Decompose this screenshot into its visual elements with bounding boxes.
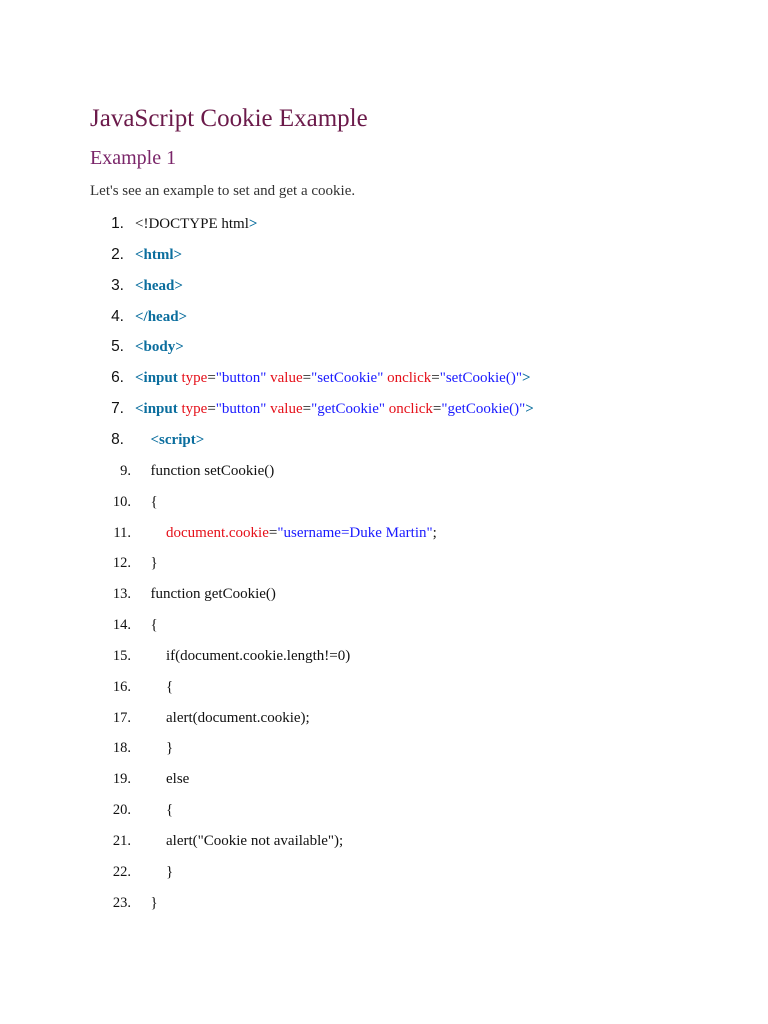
code-text (135, 398, 534, 420)
code-token: "setCookie" (311, 370, 384, 387)
line-number: 23. (112, 894, 131, 911)
line-number: 10. (112, 493, 131, 510)
code-token: > (521, 370, 531, 387)
code-token: <html> (135, 246, 183, 263)
line-number: 6. (111, 369, 124, 387)
code-token: = (207, 370, 216, 387)
line-number: 8. (111, 430, 124, 448)
code-text (151, 552, 158, 574)
code-token: = (207, 401, 216, 418)
code-token: > (248, 216, 258, 232)
code-token: { (166, 802, 174, 819)
code-token: "getCookie()" (441, 401, 526, 418)
code-token: onclick (385, 401, 433, 418)
code-text (166, 737, 173, 759)
line-number: 21. (112, 833, 131, 849)
line-number: 13. (112, 586, 131, 603)
code-token: onclick (383, 370, 432, 387)
code-token: { (150, 617, 158, 634)
line-number: 15. (112, 647, 131, 664)
code-text (166, 676, 173, 698)
section-title: Example 1 (90, 147, 177, 169)
code-token: = (268, 524, 278, 541)
code-token: } (150, 894, 158, 911)
line-number: 17. (112, 709, 131, 726)
code-token: <head> (135, 277, 183, 294)
code-token: function getCookie() (150, 586, 276, 603)
line-number: 12. (112, 555, 131, 572)
code-token: function setCookie() (150, 462, 275, 479)
intro-text: Let's see an example to set and get a cookie. (90, 183, 356, 199)
code-token: alert("Cookie not available"); (166, 833, 344, 849)
code-token: </head> (135, 308, 188, 325)
code-token: if(document.cookie.length!=0) (166, 647, 351, 664)
code-token: = (431, 370, 440, 387)
code-text (151, 429, 205, 451)
code-text (135, 275, 183, 297)
code-token: } (166, 740, 174, 757)
code-token: = (302, 401, 312, 418)
code-token: } (150, 555, 158, 572)
line-number: 9. (120, 462, 131, 479)
code-token: alert(document.cookie); (166, 709, 310, 726)
code-text (166, 522, 437, 544)
code-token: { (150, 493, 158, 510)
line-number: 4. (111, 307, 124, 325)
code-token: "username=Duke Martin" (277, 524, 433, 541)
code-text (135, 367, 531, 389)
code-token: <input (135, 370, 178, 387)
line-number: 19. (112, 771, 131, 788)
code-token: } (166, 863, 174, 880)
line-number: 5. (111, 338, 124, 356)
code-text (166, 861, 173, 883)
code-text (166, 768, 189, 790)
code-token: <script> (150, 431, 205, 448)
code-token: > (525, 401, 534, 418)
code-text (135, 306, 187, 328)
code-token: type (177, 401, 208, 418)
code-text (135, 213, 257, 235)
code-text (135, 244, 182, 266)
code-token: { (166, 678, 174, 695)
code-token: "button" (215, 401, 267, 418)
code-token: "button" (215, 370, 267, 387)
code-token: else (166, 771, 190, 788)
code-token: = (302, 370, 312, 387)
line-number: 7. (111, 400, 124, 418)
code-text (151, 460, 275, 482)
code-token: type (177, 370, 208, 387)
line-number: 3. (111, 276, 124, 294)
code-text (135, 336, 184, 358)
code-token: "getCookie" (311, 401, 385, 418)
code-token: ; (432, 524, 437, 541)
code-token: <body> (135, 339, 184, 356)
code-token: <!DOCTYPE html (135, 216, 249, 232)
code-text (151, 892, 158, 914)
line-number: 22. (112, 863, 131, 880)
code-token: value (266, 401, 303, 418)
line-number: 11. (113, 524, 131, 541)
line-number: 1. (111, 215, 124, 232)
code-token: document.cookie (166, 524, 269, 541)
code-text (166, 645, 350, 667)
code-text (151, 491, 158, 513)
code-token: <input (135, 401, 178, 418)
line-number: 18. (112, 740, 131, 757)
line-number: 16. (112, 678, 131, 695)
code-text (151, 614, 158, 636)
code-text (166, 830, 343, 852)
code-token: value (266, 370, 303, 387)
code-text (151, 583, 276, 605)
line-number: 14. (112, 617, 131, 634)
page-title: JavaScript Cookie Example (90, 105, 368, 132)
code-token: "setCookie()" (439, 370, 522, 387)
line-number: 2. (111, 245, 124, 263)
code-token: = (432, 401, 442, 418)
code-text (166, 707, 310, 729)
code-text (166, 799, 173, 821)
line-number: 20. (112, 802, 131, 819)
